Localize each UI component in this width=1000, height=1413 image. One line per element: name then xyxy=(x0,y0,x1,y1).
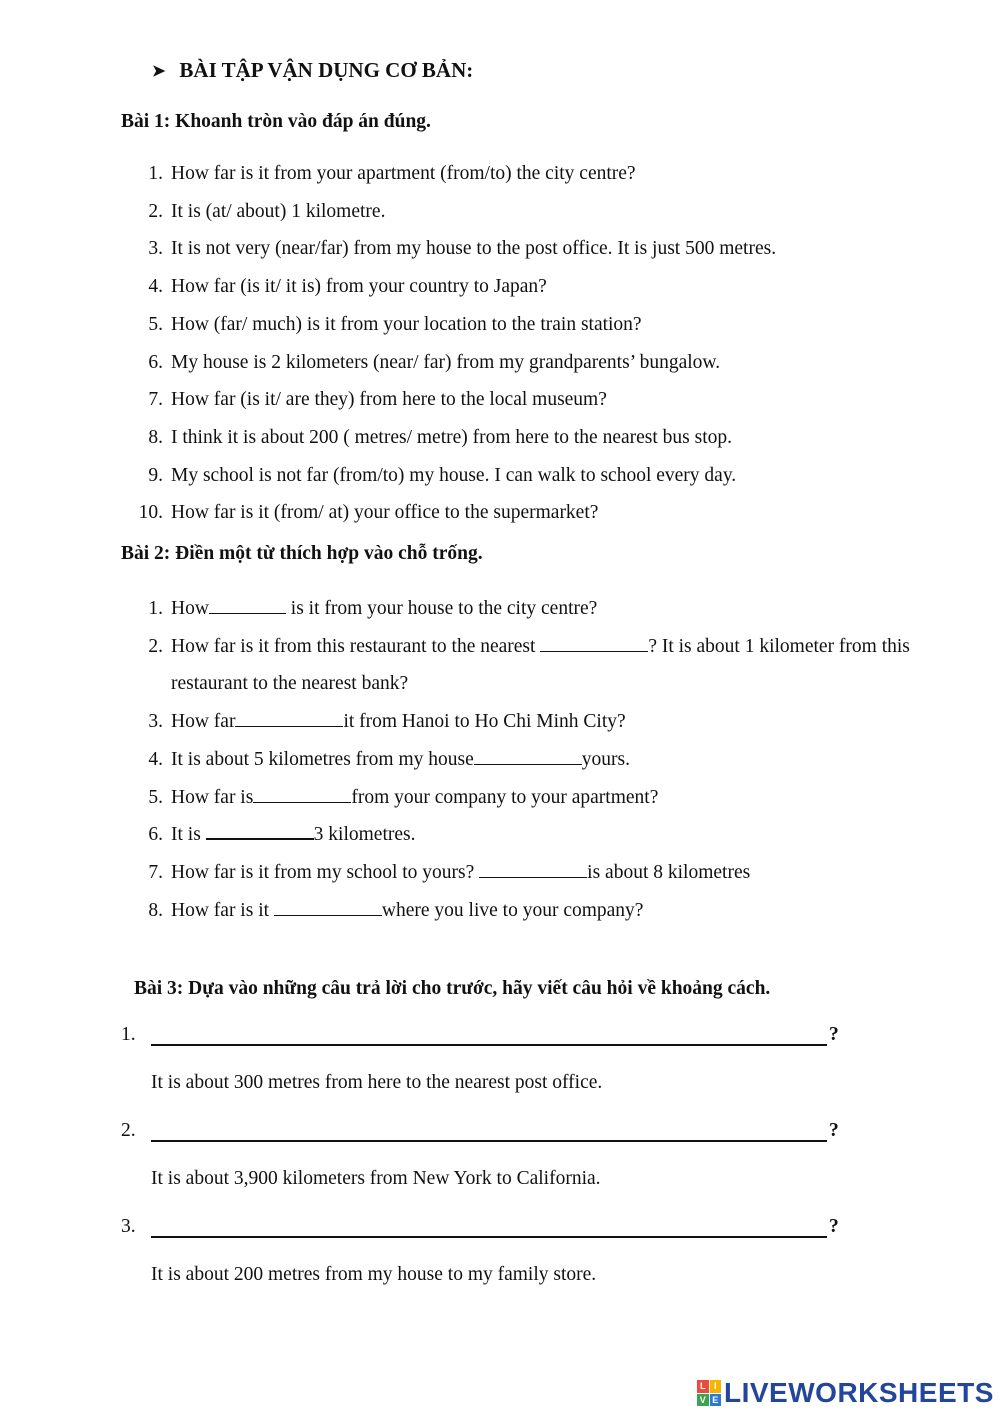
given-answer: It is about 200 metres from my house to my family store. xyxy=(151,1264,597,1285)
fill-blank[interactable] xyxy=(206,820,314,840)
exercise-2-heading: Bài 2: Điền một từ thích hợp vào chỗ trống. xyxy=(121,543,483,564)
fill-blank[interactable] xyxy=(209,595,286,614)
list-item: 7 . How far (is it/ are they) from here to the local museum? xyxy=(121,381,981,419)
arrow-bullet-icon: ➤ xyxy=(152,62,166,80)
logo-text: LIVEWORKSHEETS xyxy=(724,1377,994,1408)
worksheet-title xyxy=(152,58,473,83)
list-item: 1 . How is it from your house to the city centre? xyxy=(121,590,981,628)
fill-blank[interactable] xyxy=(235,708,343,727)
list-item: 2 . How far is it from this restaurant to the nearest ? It is about 1 kilometer from this restaurant to the nearest bank? xyxy=(121,628,981,703)
answer-line[interactable] xyxy=(151,1218,827,1238)
list-item: 4 . How far (is it/ it is) from your country to Japan? xyxy=(121,268,981,306)
list-item: 9 . My school is not far (from/to) my house. I can walk to school every day. xyxy=(121,457,981,495)
title-text: BÀI TẬP VẬN DỤNG CƠ BẢN: xyxy=(179,58,474,82)
given-answer: It is about 3,900 kilometers from New York to California. xyxy=(151,1168,601,1189)
exercise-3-heading: Bài 3: Dựa vào những câu trả lời cho trước, hãy viết câu hỏi về khoảng cách. xyxy=(134,978,771,999)
exercise-1-heading: Bài 1: Khoanh tròn vào đáp án đúng. xyxy=(121,111,431,132)
list-item: 8 . I think it is about 200 ( metres/ metre) from here to the nearest bus stop. xyxy=(121,419,981,457)
answer-line[interactable] xyxy=(151,1026,827,1046)
fill-blank[interactable] xyxy=(253,784,351,803)
fill-blank[interactable] xyxy=(540,633,648,652)
liveworksheets-logo[interactable] xyxy=(697,1377,994,1409)
question-answer-line[interactable]: 3. ? xyxy=(121,1216,839,1237)
exercise-2-list xyxy=(121,590,981,929)
logo-mark-icon: L I V E xyxy=(697,1380,721,1406)
list-item: 3 . How far it from Hanoi to Ho Chi Minh City? xyxy=(121,703,981,741)
fill-blank[interactable] xyxy=(479,859,587,878)
given-answer: It is about 300 metres from here to the nearest post office. xyxy=(151,1072,603,1093)
fill-blank[interactable] xyxy=(274,897,382,916)
list-item: 10 . How far is it (from/ at) your office to the supermarket? xyxy=(121,494,981,532)
fill-blank[interactable] xyxy=(474,746,582,765)
question-answer-line[interactable]: 2. ? xyxy=(121,1120,839,1141)
list-item: 3 . It is not very (near/far) from my house to the post office. It is just 500 metres. xyxy=(121,230,981,268)
answer-line[interactable] xyxy=(151,1122,827,1142)
list-item: 5 . How (far/ much) is it from your location to the train station? xyxy=(121,306,981,344)
exercise-1-list xyxy=(121,155,981,532)
list-item: 8 . How far is it where you live to your company? xyxy=(121,892,981,930)
list-item: 6 . My house is 2 kilometers (near/ far) from my grandparents’ bungalow. xyxy=(121,344,981,382)
list-item: 7 . How far is it from my school to yours? is about 8 kilometres xyxy=(121,854,981,892)
list-item: 2 . It is (at/ about) 1 kilometre. xyxy=(121,193,981,231)
list-item: 1 . How far is it from your apartment (from/to) the city centre? xyxy=(121,155,981,193)
list-item: 6 . It is 3 kilometres. xyxy=(121,816,981,854)
question-answer-line[interactable]: 1. ? xyxy=(121,1024,839,1045)
list-item: 5 . How far is from your company to your apartment? xyxy=(121,779,981,817)
list-item: 4 . It is about 5 kilometres from my house yours. xyxy=(121,741,981,779)
